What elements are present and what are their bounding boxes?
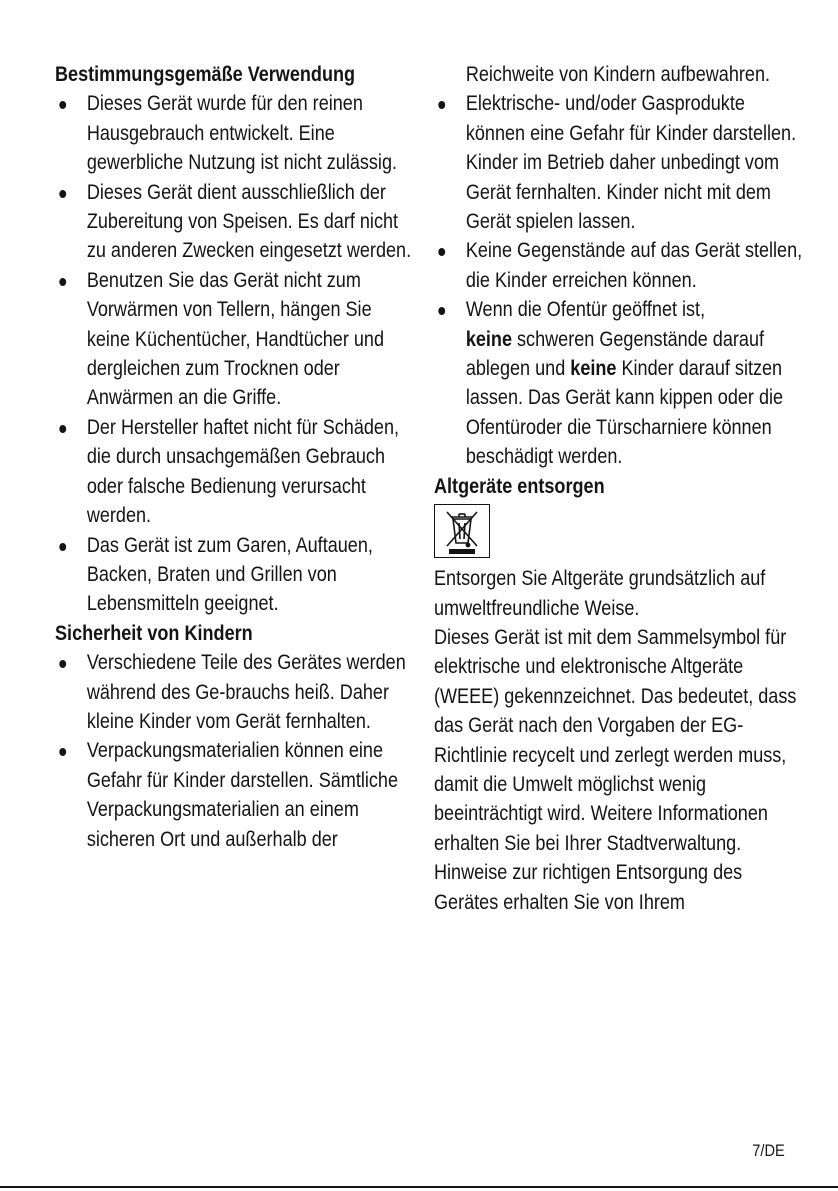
text: Kinder darauf sitzen lassen. Das Gerät kann kippen oder die Ofentüroder die Türscharniere können beschädigt werden. — [465, 357, 784, 469]
disposal-hint-paragraph: Hinweise zur richtigen Entsorgung des Gerätes erhalten Sie von Ihrem — [434, 861, 743, 914]
emphasis: keine — [570, 357, 617, 381]
right-column — [434, 60, 806, 917]
child-safety-list-continued — [434, 89, 806, 471]
section-title-intended-use: Bestimmungsgemäße Verwendung — [55, 63, 356, 86]
intended-use-list — [55, 89, 415, 618]
crossed-out-wheelie-bin-icon — [434, 504, 490, 558]
list-item: Dieses Gerät dient ausschließlich der Zubereitung von Speisen. Es darf nicht zu anderen Zwecken eingesetzt werden. — [55, 178, 415, 266]
disposal-paragraph: Entsorgen Sie Altgeräte grundsätzlich auf umweltfreundliche Weise. — [434, 567, 766, 620]
footer-divider — [0, 1186, 838, 1188]
list-item-oven-door — [434, 295, 806, 471]
section-title-child-safety: Sicherheit von Kindern — [55, 621, 253, 645]
emphasis: keine — [465, 327, 513, 351]
list-item: Keine Gegenstände auf das Gerät stellen, die Kinder erreichen können. — [434, 236, 806, 295]
text: Wenn die Ofentür geöffnet ist, — [465, 298, 706, 322]
weee-paragraph: Dieses Gerät ist mit dem Sammelsymbol für elektrische und elektronische Altgeräte (WEEE) gekennzeichnet. Das bedeutet, dass das Gerät nach den Vorgaben der EG-Richtlinie recycelt und zerlegt werden muss, damit die Umwelt möglichst wenig beeinträchtigt wird. Weitere Informationen erhalten Sie bei Ihrer Stadtverwaltung. — [434, 625, 797, 855]
page-number: 7/DE — [752, 1141, 785, 1160]
list-item: Elektrische- und/oder Gasprodukte können eine Gefahr für Kinder darstellen. Kinder im Betrieb daher unbedingt vom Gerät fernhalten. Kinder nicht mit dem Gerät spielen lassen. — [434, 89, 806, 236]
left-column — [55, 60, 415, 854]
list-item: Dieses Gerät wurde für den reinen Hausgebrauch entwickelt. Eine gewerbliche Nutzung ist nicht zulässig. — [55, 89, 415, 177]
list-item: Benutzen Sie das Gerät nicht zum Vorwärmen von Tellern, hängen Sie keine Küchentücher, Handtücher und dergleichen zum Trocknen oder Anwärmen an die Griffe. — [55, 266, 415, 413]
section-title-disposal: Altgeräte entsorgen — [434, 474, 605, 498]
list-item: Der Hersteller haftet nicht für Schäden, die durch unsachgemäßen Gebrauch oder falsche Bedienung verursacht werden. — [55, 413, 415, 531]
list-item: Verschiedene Teile des Gerätes werden während des Ge-brauchs heiß. Daher kleine Kinder vom Gerät fernhalten. — [55, 648, 415, 736]
child-safety-list — [55, 648, 415, 854]
list-item: Verpackungsmaterialien können eine Gefahr für Kinder darstellen. Sämtliche Verpackungsmaterialien an einem sicheren Ort und außerhalb der — [55, 736, 415, 854]
list-item-continuation: Reichweite von Kindern aufbewahren. — [465, 63, 771, 86]
text: schweren Gegenstände darauf ablegen und — [465, 327, 765, 381]
list-item: Das Gerät ist zum Garen, Auftauen, Backen, Braten und Grillen von Lebensmitteln geeignet. — [55, 531, 415, 619]
